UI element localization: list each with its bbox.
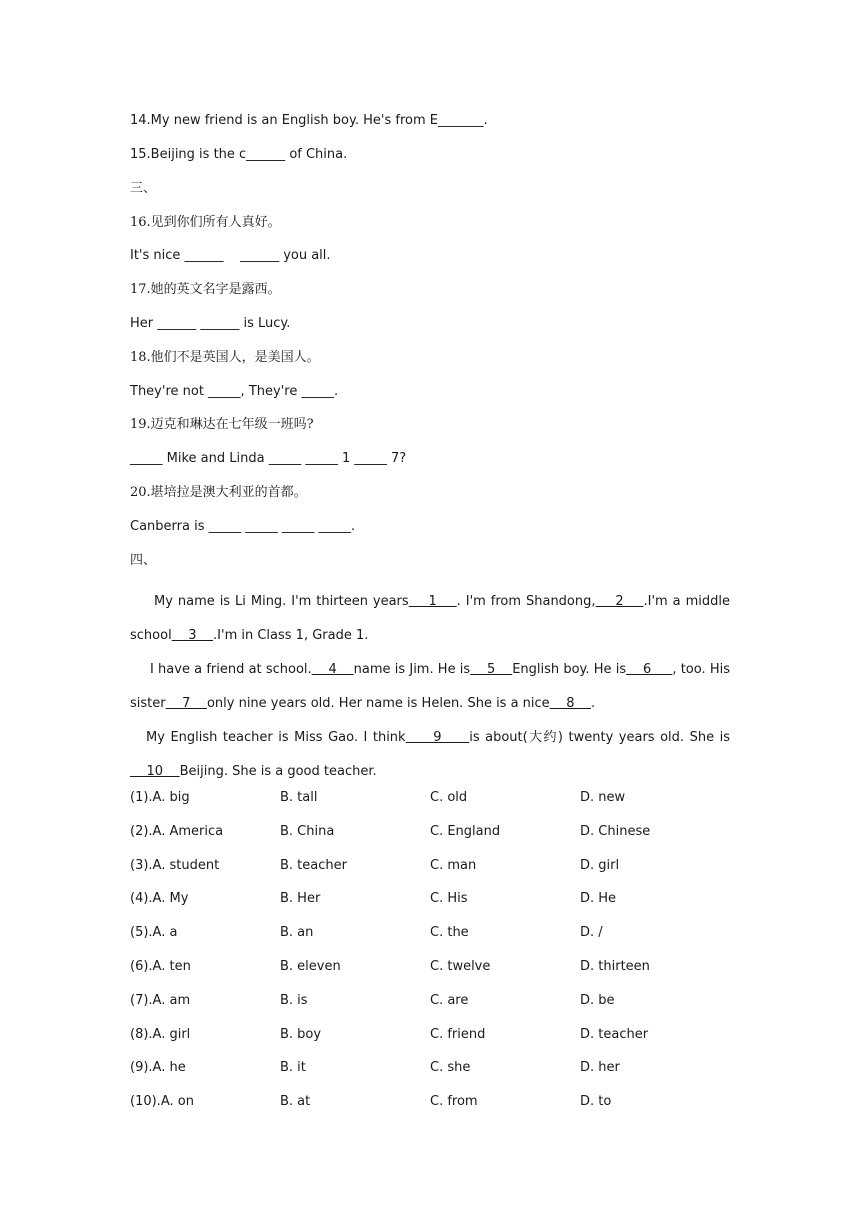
blank-8: 8 — [549, 696, 592, 711]
blank-4: 4 — [311, 662, 354, 677]
question-19-chinese: 19.迈克和琳达在七年级一班吗? — [130, 417, 314, 432]
question-14: 14.My new friend is an English boy. He's from E_______. — [130, 113, 488, 128]
option-row-9: (9).A. he B. it C. she D. her — [130, 1060, 620, 1075]
question-16-english: It's nice ______ ______ you all. — [130, 248, 331, 263]
option-row-4: (4).A. My B. Her C. His D. He — [130, 891, 617, 906]
question-18-english: They're not _____, They're _____. — [130, 384, 339, 399]
blank-3: 3 — [171, 628, 214, 643]
section-4-heading: 四、 — [130, 553, 157, 568]
blank-9: 9 — [405, 730, 470, 745]
section-3-heading: 三、 — [130, 181, 157, 196]
option-row-2: (2).A. America B. China C. England D. Chinese — [130, 824, 651, 839]
option-row-3: (3).A. student B. teacher C. man D. girl — [130, 858, 620, 873]
option-row-8: (8).A. girl B. boy C. friend D. teacher — [130, 1027, 649, 1042]
blank-7: 7 — [165, 696, 207, 711]
option-row-6: (6).A. ten B. eleven C. twelve D. thirteen — [130, 959, 650, 974]
option-row-1: (1).A. big B. tall C. old D. new — [130, 790, 626, 805]
blank-6: 6 — [626, 662, 673, 677]
question-17-chinese: 17.她的英文名字是露西。 — [130, 282, 281, 297]
question-17-english: Her ______ ______ is Lucy. — [130, 316, 291, 331]
blank-5: 5 — [470, 662, 513, 677]
question-16-chinese: 16.见到你们所有人真好。 — [130, 215, 281, 230]
question-15: 15.Beijing is the c______ of China. — [130, 147, 348, 162]
passage-paragraph-1: My name is Li Ming. I'm thirteen years 1 . I'm from Shandong, 2 .I'm a middle school 3 .I'm in Class 1, Grade 1. — [130, 594, 730, 643]
question-18-chinese: 18.他们不是英国人，是美国人。 — [130, 350, 320, 365]
option-row-10: (10).A. on B. at C. from D. to — [130, 1094, 612, 1109]
option-row-7: (7).A. am B. is C. are D. be — [130, 993, 615, 1008]
blank-1: 1 — [408, 594, 457, 609]
passage-paragraph-3: My English teacher is Miss Gao. I think 9 is about(大约) twenty years old. She is 10 Beijing. She is a good teacher. — [130, 730, 730, 779]
option-row-5: (5).A. a B. an C. the D. / — [130, 925, 603, 940]
blank-2: 2 — [595, 594, 644, 609]
passage-paragraph-2: I have a friend at school. 4 name is Jim. He is 5 English boy. He is 6 , too. His sister 7 only nine years old. Her name is Helen. She is a nice 8 . — [130, 662, 730, 711]
question-20-english: Canberra is _____ _____ _____ _____. — [130, 519, 356, 534]
blank-10: 10 — [130, 764, 180, 779]
question-19-english: _____ Mike and Linda _____ _____ 1 _____ 7? — [130, 451, 407, 466]
question-20-chinese: 20.堪培拉是澳大利亚的首都。 — [130, 485, 307, 500]
